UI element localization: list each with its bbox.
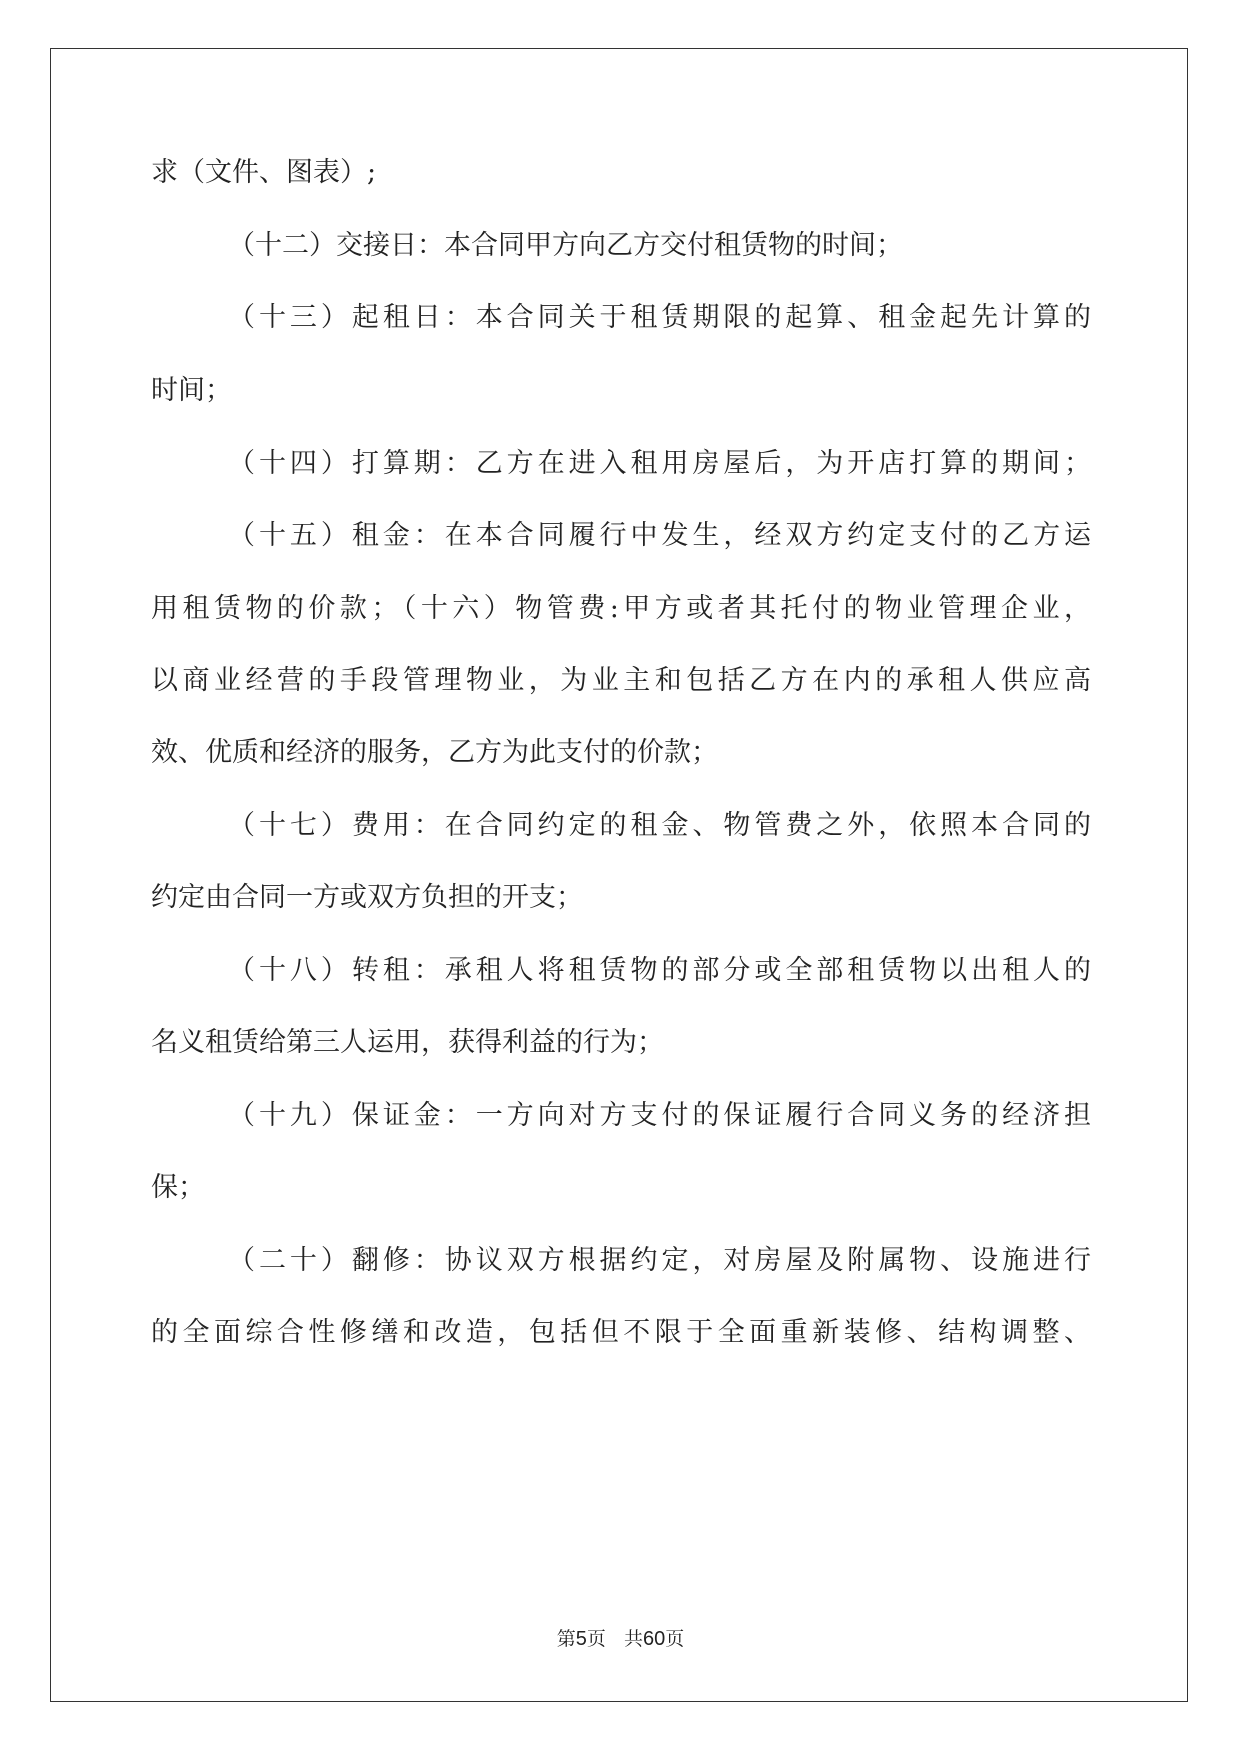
body-line: （十八）转租：承租人将租赁物的部分或全部租赁物以出租人的 <box>228 955 1091 986</box>
page-footer <box>0 1624 1241 1651</box>
body-line: （二十）翻修：协议双方根据约定，对房屋及附属物、设施进行 <box>228 1245 1091 1276</box>
body-line: （十九）保证金：一方向对方支付的保证履行合同义务的经济担 <box>228 1100 1091 1131</box>
footer-page-prefix: 第 <box>556 1628 576 1650</box>
body-line: （十三）起租日：本合同关于租赁期限的起算、租金起先计算的 <box>228 302 1091 333</box>
page-border <box>50 48 1188 1702</box>
body-line: 约定由合同一方或双方负担的开支； <box>151 882 583 913</box>
body-line: 名义租赁给第三人运用，获得利益的行为； <box>151 1027 664 1058</box>
body-line: 以商业经营的手段管理物业，为业主和包括乙方在内的承租人供应高 <box>151 665 1091 696</box>
body-line: 时间； <box>151 375 232 406</box>
body-line: 用租赁物的价款；（十六）物管费:甲方或者其托付的物业管理企业， <box>151 593 1091 624</box>
page-total: 60 <box>642 1628 666 1650</box>
footer-total-suffix: 页 <box>665 1628 685 1650</box>
body-line: 的全面综合性修缮和改造，包括但不限于全面重新装修、结构调整、 <box>151 1317 1091 1348</box>
body-line: （十二）交接日：本合同甲方向乙方交付租赁物的时间； <box>228 230 903 261</box>
page-number: 5 <box>575 1628 587 1650</box>
body-line: （十四）打算期：乙方在进入租用房屋后，为开店打算的期间； <box>228 448 1091 479</box>
footer-total-prefix: 共 <box>623 1628 643 1650</box>
body-line: 效、优质和经济的服务，乙方为此支付的价款； <box>151 737 718 768</box>
body-line: （十五）租金：在本合同履行中发生，经双方约定支付的乙方运 <box>228 520 1091 551</box>
footer-page-mid: 页 <box>586 1628 606 1650</box>
body-line: 保； <box>151 1172 205 1203</box>
body-line: （十七）费用：在合同约定的租金、物管费之外，依照本合同的 <box>228 810 1091 841</box>
body-line: 求（文件、图表）; <box>151 157 377 188</box>
